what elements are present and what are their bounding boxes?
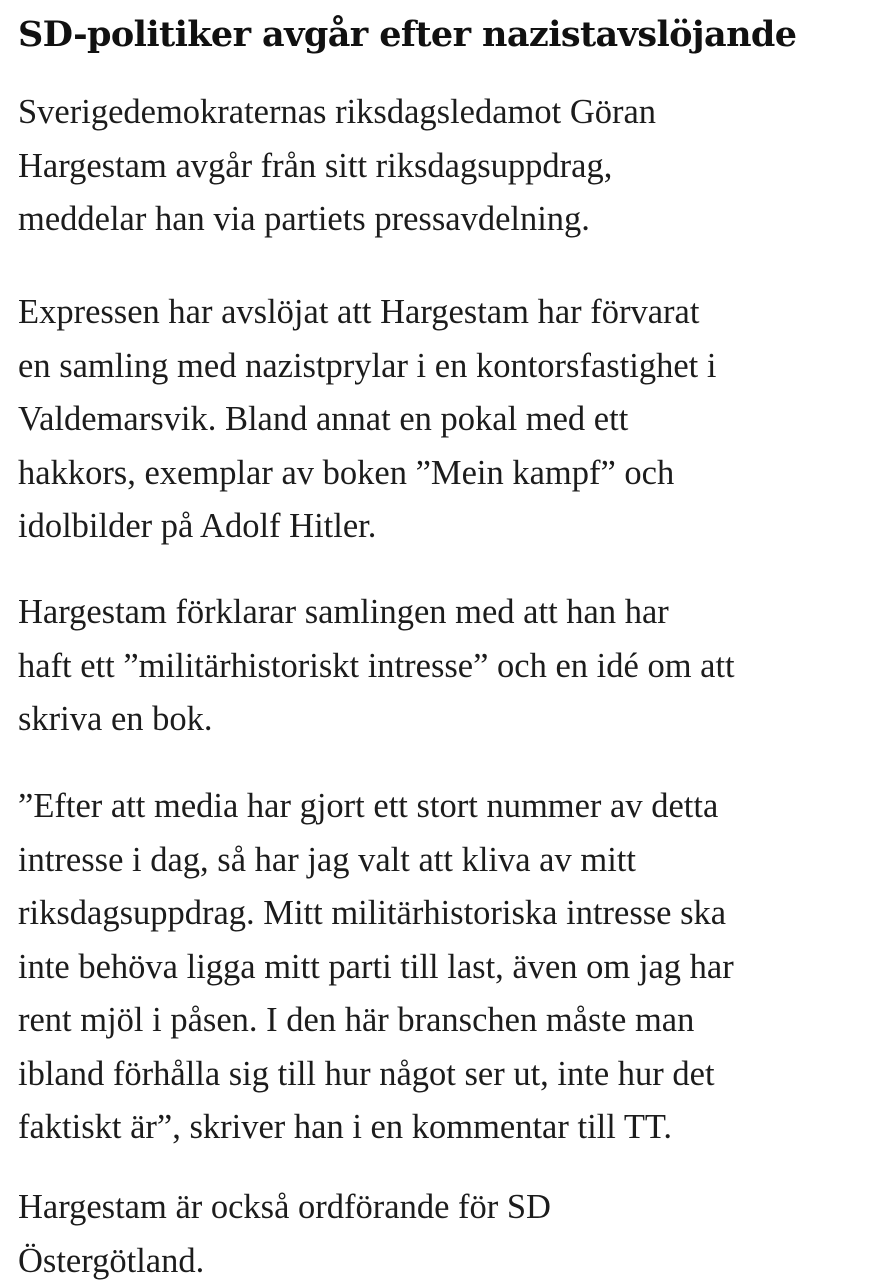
paragraph-line: Valdemarsvik. Bland annat en pokal med ett — [18, 393, 716, 447]
paragraph-line: haft ett ”militärhistoriskt intresse” och en idé om att — [18, 640, 735, 694]
article-paragraph-3 — [18, 586, 735, 747]
paragraph-line: Östergötland. — [18, 1235, 551, 1288]
paragraph-line: faktiskt är”, skriver han i en kommentar till TT. — [18, 1101, 734, 1155]
paragraph-line: hakkors, exemplar av boken ”Mein kampf” och — [18, 447, 716, 501]
paragraph-line: en samling med nazistprylar i en kontorsfastighet i — [18, 340, 716, 394]
article-paragraph-2 — [18, 286, 716, 554]
paragraph-line: intresse i dag, så har jag valt att kliva av mitt — [18, 834, 734, 888]
paragraph-line: meddelar han via partiets pressavdelning. — [18, 193, 656, 247]
paragraph-line: rent mjöl i påsen. I den här branschen måste man — [18, 994, 734, 1048]
paragraph-line: Expressen har avslöjat att Hargestam har förvarat — [18, 286, 716, 340]
paragraph-line: ”Efter att media har gjort ett stort nummer av detta — [18, 780, 734, 834]
paragraph-line: Hargestam förklarar samlingen med att han har — [18, 586, 735, 640]
article-paragraph-1 — [18, 86, 656, 247]
paragraph-line: skriva en bok. — [18, 693, 735, 747]
paragraph-line: ibland förhålla sig till hur något ser ut, inte hur det — [18, 1048, 734, 1102]
paragraph-line: Sverigedemokraternas riksdagsledamot Göran — [18, 86, 656, 140]
article-headline: SD-politiker avgår efter nazistavslöjande — [18, 10, 868, 60]
paragraph-line: Hargestam är också ordförande för SD — [18, 1181, 551, 1235]
news-article — [18, 10, 868, 92]
paragraph-line: Hargestam avgår från sitt riksdagsuppdrag, — [18, 140, 656, 194]
paragraph-line: idolbilder på Adolf Hitler. — [18, 500, 716, 554]
paragraph-line: inte behöva ligga mitt parti till last, även om jag har — [18, 941, 734, 995]
paragraph-line: riksdagsuppdrag. Mitt militärhistoriska intresse ska — [18, 887, 734, 941]
article-paragraph-quote — [18, 780, 734, 1155]
article-paragraph-5 — [18, 1181, 551, 1288]
